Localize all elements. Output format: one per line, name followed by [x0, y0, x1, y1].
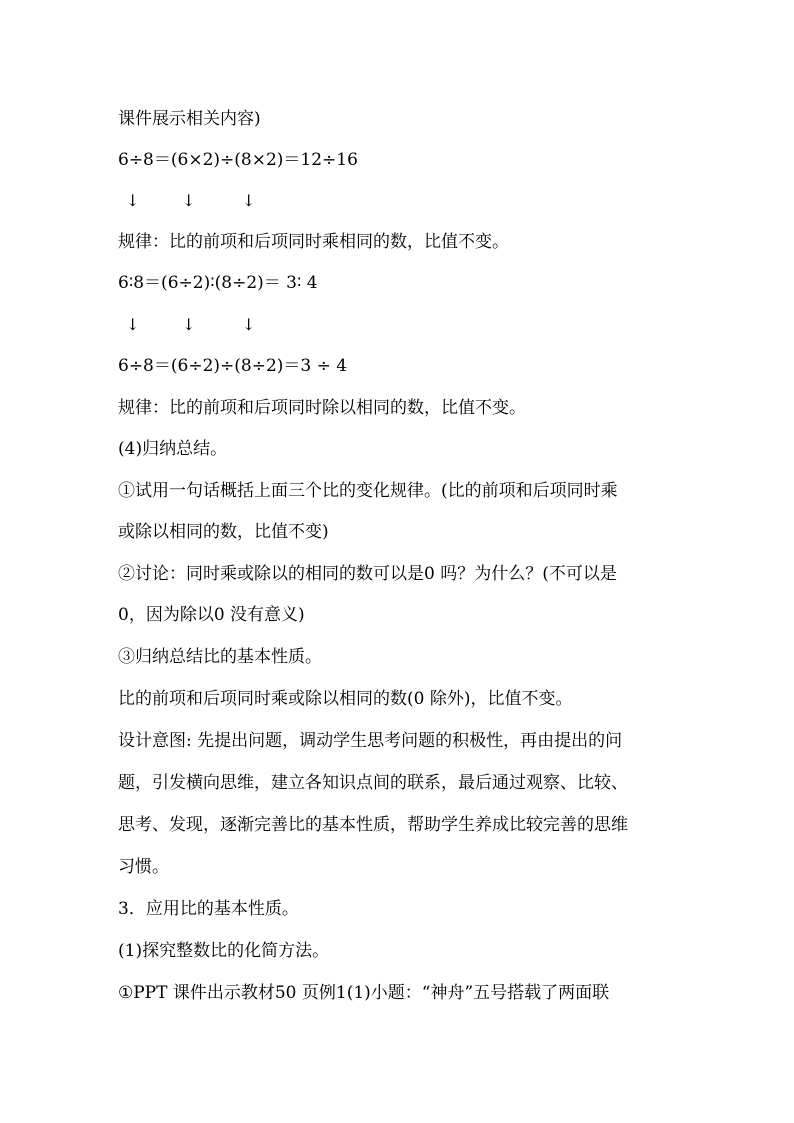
section-heading: 3．应用比的基本性质。	[118, 899, 299, 919]
design-intent-line: 设计意图: 先提出问题，调动学生思考问题的积极性，再由提出的问	[118, 731, 623, 751]
down-arrow-icon: ↓	[126, 191, 140, 210]
text-line: ①试用一句话概括上面三个比的变化规律。(比的前项和后项同时乘	[118, 481, 618, 501]
text-line: 比的前项和后项同时乘或除以相同的数(0 除外)，比值不变。	[118, 689, 573, 709]
text-line: (1)探究整数比的化简方法。	[118, 941, 330, 961]
text-line: ③归纳总结比的基本性质。	[118, 647, 322, 667]
text-line: 思考、发现，逐渐完善比的基本性质，帮助学生养成比较完善的思维	[118, 815, 628, 835]
text-line: 0，因为除以0 没有意义)	[118, 605, 305, 625]
text-line: 题，引发横向思维，建立各知识点间的联系，最后通过观察、比较、	[118, 773, 628, 793]
down-arrow-icon: ↓	[242, 315, 256, 334]
section-heading: (4)归纳总结。	[118, 439, 228, 459]
rule-line: 规律：比的前项和后项同时除以相同的数，比值不变。	[118, 398, 526, 418]
text-line: 课件展示相关内容)	[118, 109, 261, 129]
down-arrow-icon: ↓	[182, 315, 196, 334]
text-line: ②讨论：同时乘或除以的相同的数可以是0 吗？为什么？(不可以是	[118, 564, 617, 584]
equation-line: 6÷8＝(6÷2)÷(8÷2)＝3 ÷ 4	[118, 356, 348, 376]
equation-line: 6÷8＝(6×2)÷(8×2)＝12÷16	[118, 150, 358, 170]
equation-line: 6∶8＝(6÷2)∶(8÷2)＝ 3∶ 4	[118, 273, 318, 293]
down-arrow-icon: ↓	[126, 315, 140, 334]
text-line: ①PPT 课件出示教材50 页例1(1)小题：“神舟”五号搭载了两面联	[118, 983, 610, 1003]
down-arrow-icon: ↓	[242, 191, 256, 210]
rule-line: 规律：比的前项和后项同时乘相同的数，比值不变。	[118, 232, 509, 252]
text-line: 或除以相同的数，比值不变)	[118, 522, 329, 542]
down-arrow-icon: ↓	[182, 191, 196, 210]
text-line: 习惯。	[118, 857, 169, 877]
